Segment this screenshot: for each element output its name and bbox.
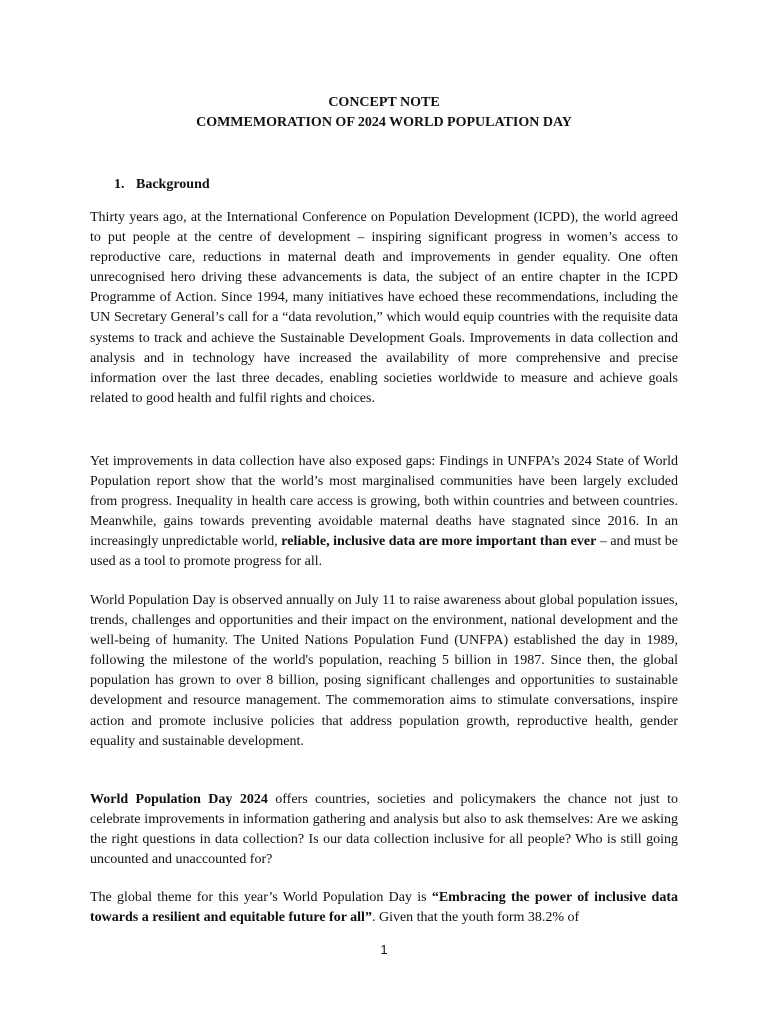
paragraph-1: Thirty years ago, at the International Conference on Population Development (ICPD), the world agreed to put people at the centre of development – inspiring significant progress in women’s access to reproductive care, reductions in maternal death and improvements in gender equality. One often unrecognised hero driving these advancements is data, the subject of an entire chapter in the ICPD Programme of Action. Since 1994, many initiatives have echoed these recommendations, including the UN Secretary General’s call for a “data revolution,” which would equip countries with the requisite data systems to track and achieve the Sustainable Development Goals. Improvements in data collection and analysis and in technology have increased the availability of more comprehensive and precise information over the last three decades, enabling societies worldwide to measure and achieve goals related to good health and fulfil rights and choices. (90, 210, 678, 406)
page-number: 1 (380, 942, 388, 957)
paragraph-2-text-a: Yet improvements in data collection have also exposed gaps: Findings in UNFPA’s 2024 State of World Population report show that the world’s most marginalised communities have been largely excluded from progress. Inequality in health care access is growing, both within countries and between countries. Meanwhile, gains towards preventing avoidable maternal deaths have stagnated since 2016. In an increasingly unpredictable world, (90, 454, 678, 550)
document-subtitle: COMMEMORATION OF 2024 WORLD POPULATION DAY (196, 115, 572, 130)
paragraph-2 (90, 452, 678, 573)
paragraph-4 (90, 790, 678, 870)
section-number: 1. (114, 177, 125, 192)
section-heading (114, 176, 210, 194)
section-title: Background (136, 177, 210, 192)
paragraph-4-emphasis: World Population Day 2024 (90, 792, 268, 807)
paragraph-5-theme: “Embracing the power of inclusive data towards a resilient and equitable future for all” (90, 890, 678, 926)
paragraph-4-text: offers countries, societies and policymakers the chance not just to celebrate improvements in information gathering and analysis but also to ask themselves: Are we asking the right questions in data collection? Is our data collection inclusive for all people? Who is still going uncounted and unaccounted for? (90, 792, 678, 868)
paragraph-2-emphasis: reliable, inclusive data are more important than ever (281, 534, 597, 550)
paragraph-2-text-b: – and must be used as a tool to promote progress for all. (90, 534, 678, 570)
paragraph-5-text-b: . Given that the youth form 38.2% of (371, 910, 580, 926)
paragraph-5-text-a: The global theme for this year’s World Population Day is (90, 890, 432, 905)
paragraph-5 (90, 888, 678, 928)
paragraph-3: World Population Day is observed annually on July 11 to raise awareness about global population issues, trends, challenges and opportunities and their impact on the environment, national development and the well-being of humanity. The United Nations Population Fund (UNFPA) established the day in 1989, following the milestone of the world's population, reaching 5 billion in 1987. Since then, the global population has grown to over 8 billion, posing significant challenges and opportunities to sustainable development and resource management. The commemoration aims to stimulate conversations, inspire action and promote inclusive policies that address population growth, reproductive health, gender equality and sustainable development. (90, 593, 678, 749)
document-title: CONCEPT NOTE (328, 95, 440, 110)
